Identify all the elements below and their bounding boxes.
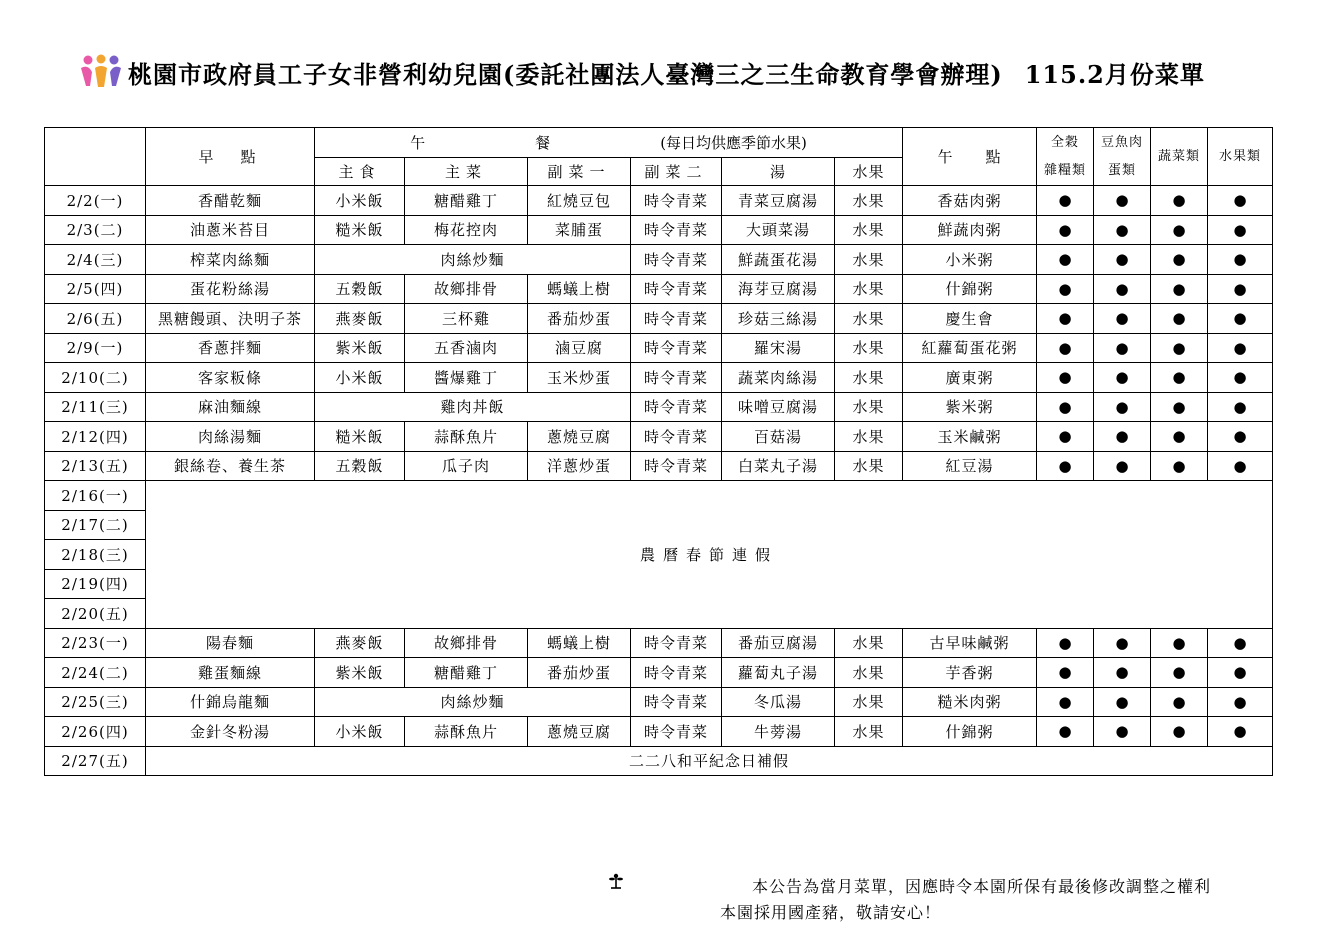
veg-dot: ● (1151, 245, 1208, 275)
staple-cell: 燕麥飯 (315, 628, 405, 658)
veg-dot: ● (1151, 333, 1208, 363)
staple-cell: 小米飯 (315, 717, 405, 747)
menu-month: 115.2月份菜單 (1024, 59, 1205, 89)
fruit-group-dot: ● (1208, 422, 1273, 452)
main-dish-cell: 蒜酥魚片 (405, 717, 528, 747)
breakfast-cell: 黑糖饅頭、決明子茶 (146, 304, 315, 334)
soup-cell: 珍菇三絲湯 (722, 304, 835, 334)
grains-dot: ● (1037, 333, 1094, 363)
side2-cell: 時令青菜 (631, 717, 722, 747)
fruit-group-dot: ● (1208, 245, 1273, 275)
side2-cell: 時令青菜 (631, 304, 722, 334)
table-row (45, 304, 1273, 334)
footer-notice: 本公告為當月菜單，因應時令本園所保有最後修改調整之權利 (752, 877, 1212, 896)
side2-cell: 時令青菜 (631, 333, 722, 363)
grains-header (1037, 128, 1094, 186)
side1-cell: 螞蟻上樹 (528, 628, 631, 658)
veg-dot: ● (1151, 628, 1208, 658)
soup-cell: 海芽豆腐湯 (722, 274, 835, 304)
protein-dot: ● (1094, 363, 1151, 393)
side1-cell: 菜脯蛋 (528, 215, 631, 245)
grains-dot: ● (1037, 215, 1094, 245)
flower-icon (608, 871, 624, 891)
table-row (45, 363, 1273, 393)
snack-cell: 慶生會 (903, 304, 1037, 334)
fruit-group-dot: ● (1208, 333, 1273, 363)
date-cell: 2/18(三) (45, 540, 146, 570)
main-dish-cell: 故鄉排骨 (405, 628, 528, 658)
breakfast-cell: 香蔥拌麵 (146, 333, 315, 363)
fruit-group-dot: ● (1208, 304, 1273, 334)
staple-header: 主食 (315, 158, 405, 186)
table-row (45, 658, 1273, 688)
snack-header: 午 點 (903, 128, 1037, 186)
protein-dot: ● (1094, 392, 1151, 422)
side2-cell: 時令青菜 (631, 628, 722, 658)
protein-dot: ● (1094, 333, 1151, 363)
date-cell: 2/24(二) (45, 658, 146, 688)
side2-cell: 時令青菜 (631, 687, 722, 717)
table-row (45, 245, 1273, 275)
main-dish-cell: 故鄉排骨 (405, 274, 528, 304)
veg-dot: ● (1151, 687, 1208, 717)
protein-dot: ● (1094, 687, 1151, 717)
side2-header: 副菜二 (631, 158, 722, 186)
side1-cell: 玉米炒蛋 (528, 363, 631, 393)
side2-cell: 時令青菜 (631, 658, 722, 688)
table-row (45, 186, 1273, 216)
side1-cell: 螞蟻上樹 (528, 274, 631, 304)
main-dish-cell: 梅花控肉 (405, 215, 528, 245)
grains-dot: ● (1037, 186, 1094, 216)
date-cell: 2/3(二) (45, 215, 146, 245)
side1-cell: 番茄炒蛋 (528, 304, 631, 334)
staple-cell: 糙米飯 (315, 422, 405, 452)
makeup-holiday-label: 二二八和平紀念日補假 (146, 746, 1273, 776)
side2-cell: 時令青菜 (631, 363, 722, 393)
soup-cell: 蔬菜肉絲湯 (722, 363, 835, 393)
date-cell: 2/9(一) (45, 333, 146, 363)
veg-header: 蔬菜類 (1151, 128, 1208, 186)
veg-dot: ● (1151, 274, 1208, 304)
breakfast-cell: 金針冬粉湯 (146, 717, 315, 747)
date-cell: 2/12(四) (45, 422, 146, 452)
table-row (45, 274, 1273, 304)
fruit-group-dot: ● (1208, 628, 1273, 658)
soup-cell: 蘿蔔丸子湯 (722, 658, 835, 688)
protein-dot: ● (1094, 658, 1151, 688)
table-row (45, 333, 1273, 363)
date-cell: 2/13(五) (45, 451, 146, 481)
soup-cell: 味噌豆腐湯 (722, 392, 835, 422)
fruit-cell: 水果 (835, 658, 903, 688)
side2-cell: 時令青菜 (631, 274, 722, 304)
breakfast-cell: 肉絲湯麵 (146, 422, 315, 452)
protein-header-line2: 蛋類 (1108, 162, 1137, 178)
main-dish-cell: 瓜子肉 (405, 451, 528, 481)
staple-cell: 五穀飯 (315, 274, 405, 304)
date-cell: 2/23(一) (45, 628, 146, 658)
grains-dot: ● (1037, 245, 1094, 275)
snack-cell: 古早味鹹粥 (903, 628, 1037, 658)
fruit-cell: 水果 (835, 304, 903, 334)
date-cell: 2/17(二) (45, 510, 146, 540)
table-row (45, 392, 1273, 422)
title-row (78, 52, 1205, 92)
soup-cell: 百菇湯 (722, 422, 835, 452)
menu-table (44, 127, 1273, 776)
fruit-cell: 水果 (835, 245, 903, 275)
lunch-header-label: 午 (410, 134, 426, 152)
breakfast-header: 早 點 (146, 128, 315, 186)
breakfast-cell: 麻油麵線 (146, 392, 315, 422)
date-cell: 2/26(四) (45, 717, 146, 747)
fruit-cell: 水果 (835, 274, 903, 304)
grains-dot: ● (1037, 392, 1094, 422)
snack-cell: 芋香粥 (903, 658, 1037, 688)
fruit-group-dot: ● (1208, 363, 1273, 393)
staple-cell: 糙米飯 (315, 215, 405, 245)
side1-header: 副菜一 (528, 158, 631, 186)
main-dish-cell: 醬爆雞丁 (405, 363, 528, 393)
side2-cell: 時令青菜 (631, 392, 722, 422)
grains-header-line2: 雜糧類 (1044, 162, 1087, 178)
side1-cell: 洋蔥炒蛋 (528, 451, 631, 481)
snack-cell: 糙米肉粥 (903, 687, 1037, 717)
breakfast-cell: 雞蛋麵線 (146, 658, 315, 688)
table-row (45, 422, 1273, 452)
date-cell: 2/11(三) (45, 392, 146, 422)
breakfast-cell: 香醋乾麵 (146, 186, 315, 216)
protein-dot: ● (1094, 717, 1151, 747)
protein-header-line1: 豆魚肉 (1101, 134, 1144, 150)
side2-cell: 時令青菜 (631, 451, 722, 481)
side1-cell: 紅燒豆包 (528, 186, 631, 216)
soup-cell: 大頭菜湯 (722, 215, 835, 245)
date-cell: 2/16(一) (45, 481, 146, 511)
veg-dot: ● (1151, 363, 1208, 393)
veg-dot: ● (1151, 392, 1208, 422)
snack-cell: 什錦粥 (903, 717, 1037, 747)
fruit-cell: 水果 (835, 687, 903, 717)
fruit-group-dot: ● (1208, 451, 1273, 481)
fruit-header: 水果 (835, 158, 903, 186)
grains-dot: ● (1037, 658, 1094, 688)
staple-cell: 紫米飯 (315, 333, 405, 363)
fruit-group-dot: ● (1208, 687, 1273, 717)
date-cell: 2/5(四) (45, 274, 146, 304)
fruit-group-dot: ● (1208, 215, 1273, 245)
protein-dot: ● (1094, 245, 1151, 275)
holiday-row (45, 481, 1273, 511)
staple-cell: 小米飯 (315, 186, 405, 216)
grains-dot: ● (1037, 628, 1094, 658)
main-dish-header: 主菜 (405, 158, 528, 186)
breakfast-cell: 油蔥米苔目 (146, 215, 315, 245)
date-cell: 2/10(二) (45, 363, 146, 393)
breakfast-cell: 榨菜肉絲麵 (146, 245, 315, 275)
soup-cell: 冬瓜湯 (722, 687, 835, 717)
table-row (45, 628, 1273, 658)
kids-logo-icon (78, 54, 124, 90)
soup-cell: 羅宋湯 (722, 333, 835, 363)
side1-cell: 滷豆腐 (528, 333, 631, 363)
fruit-group-dot: ● (1208, 392, 1273, 422)
snack-cell: 鮮蔬肉粥 (903, 215, 1037, 245)
veg-dot: ● (1151, 304, 1208, 334)
snack-cell: 小米粥 (903, 245, 1037, 275)
table-row (45, 215, 1273, 245)
main-dish-cell: 三杯雞 (405, 304, 528, 334)
snack-cell: 紅豆湯 (903, 451, 1037, 481)
breakfast-cell: 蛋花粉絲湯 (146, 274, 315, 304)
side2-cell: 時令青菜 (631, 186, 722, 216)
footer-pork-notice: 本園採用國產豬，敬請安心！ (720, 903, 942, 922)
veg-dot: ● (1151, 186, 1208, 216)
table-row (45, 746, 1273, 776)
veg-dot: ● (1151, 658, 1208, 688)
snack-cell: 廣東粥 (903, 363, 1037, 393)
date-cell: 2/4(三) (45, 245, 146, 275)
grains-dot: ● (1037, 304, 1094, 334)
fruit-cell: 水果 (835, 422, 903, 452)
fruit-cell: 水果 (835, 717, 903, 747)
combined-lunch-cell: 肉絲炒麵 (315, 245, 631, 275)
snack-cell: 香菇肉粥 (903, 186, 1037, 216)
main-dish-cell: 蒜酥魚片 (405, 422, 528, 452)
snack-cell: 紫米粥 (903, 392, 1037, 422)
side1-cell: 蔥燒豆腐 (528, 717, 631, 747)
main-dish-cell: 糖醋雞丁 (405, 186, 528, 216)
breakfast-cell: 銀絲卷、養生茶 (146, 451, 315, 481)
grains-dot: ● (1037, 422, 1094, 452)
side2-cell: 時令青菜 (631, 422, 722, 452)
grains-dot: ● (1037, 274, 1094, 304)
date-cell: 2/19(四) (45, 569, 146, 599)
protein-dot: ● (1094, 186, 1151, 216)
lunch-header-note: (每日均供應季節水果) (660, 134, 807, 152)
protein-header (1094, 128, 1151, 186)
staple-cell: 小米飯 (315, 363, 405, 393)
breakfast-cell: 什錦烏龍麵 (146, 687, 315, 717)
protein-dot: ● (1094, 304, 1151, 334)
grains-dot: ● (1037, 717, 1094, 747)
table-row (45, 451, 1273, 481)
grains-dot: ● (1037, 451, 1094, 481)
soup-cell: 番茄豆腐湯 (722, 628, 835, 658)
grains-dot: ● (1037, 687, 1094, 717)
protein-dot: ● (1094, 215, 1151, 245)
fruit-cell: 水果 (835, 451, 903, 481)
holiday-label: 農曆春節連假 (146, 481, 1273, 629)
veg-dot: ● (1151, 422, 1208, 452)
table-row (45, 717, 1273, 747)
side1-cell: 蔥燒豆腐 (528, 422, 631, 452)
breakfast-cell: 客家粄條 (146, 363, 315, 393)
snack-cell: 玉米鹹粥 (903, 422, 1037, 452)
side2-cell: 時令青菜 (631, 215, 722, 245)
page-title: 桃園市政府員工子女非營利幼兒園(委託社團法人臺灣三之三生命教育學會辦理) (128, 59, 1003, 89)
combined-lunch-cell: 雞肉丼飯 (315, 392, 631, 422)
staple-cell: 燕麥飯 (315, 304, 405, 334)
lunch-header (315, 128, 903, 158)
combined-lunch-cell: 肉絲炒麵 (315, 687, 631, 717)
veg-dot: ● (1151, 215, 1208, 245)
fruit-cell: 水果 (835, 215, 903, 245)
fruit-group-dot: ● (1208, 186, 1273, 216)
breakfast-cell: 陽春麵 (146, 628, 315, 658)
date-cell: 2/20(五) (45, 599, 146, 629)
table-row (45, 687, 1273, 717)
side1-cell: 番茄炒蛋 (528, 658, 631, 688)
lunch-header-meal: 餐 (535, 134, 551, 152)
date-cell: 2/25(三) (45, 687, 146, 717)
date-cell: 2/6(五) (45, 304, 146, 334)
veg-dot: ● (1151, 717, 1208, 747)
date-header (45, 128, 146, 186)
fruit-cell: 水果 (835, 333, 903, 363)
protein-dot: ● (1094, 628, 1151, 658)
soup-cell: 鮮蔬蛋花湯 (722, 245, 835, 275)
fruit-group-header: 水果類 (1208, 128, 1273, 186)
main-dish-cell: 五香滷肉 (405, 333, 528, 363)
fruit-cell: 水果 (835, 186, 903, 216)
soup-cell: 青菜豆腐湯 (722, 186, 835, 216)
fruit-group-dot: ● (1208, 717, 1273, 747)
veg-dot: ● (1151, 451, 1208, 481)
soup-cell: 白菜丸子湯 (722, 451, 835, 481)
grains-header-line1: 全穀 (1051, 134, 1080, 150)
header-row-1 (45, 128, 1273, 158)
protein-dot: ● (1094, 451, 1151, 481)
grains-dot: ● (1037, 363, 1094, 393)
soup-header: 湯 (722, 158, 835, 186)
fruit-cell: 水果 (835, 628, 903, 658)
snack-cell: 紅蘿蔔蛋花粥 (903, 333, 1037, 363)
protein-dot: ● (1094, 274, 1151, 304)
fruit-group-dot: ● (1208, 658, 1273, 688)
main-dish-cell: 糖醋雞丁 (405, 658, 528, 688)
staple-cell: 紫米飯 (315, 658, 405, 688)
protein-dot: ● (1094, 422, 1151, 452)
soup-cell: 牛蒡湯 (722, 717, 835, 747)
snack-cell: 什錦粥 (903, 274, 1037, 304)
staple-cell: 五穀飯 (315, 451, 405, 481)
fruit-cell: 水果 (835, 363, 903, 393)
fruit-group-dot: ● (1208, 274, 1273, 304)
side2-cell: 時令青菜 (631, 245, 722, 275)
fruit-cell: 水果 (835, 392, 903, 422)
date-cell: 2/2(一) (45, 186, 146, 216)
date-cell: 2/27(五) (45, 746, 146, 776)
